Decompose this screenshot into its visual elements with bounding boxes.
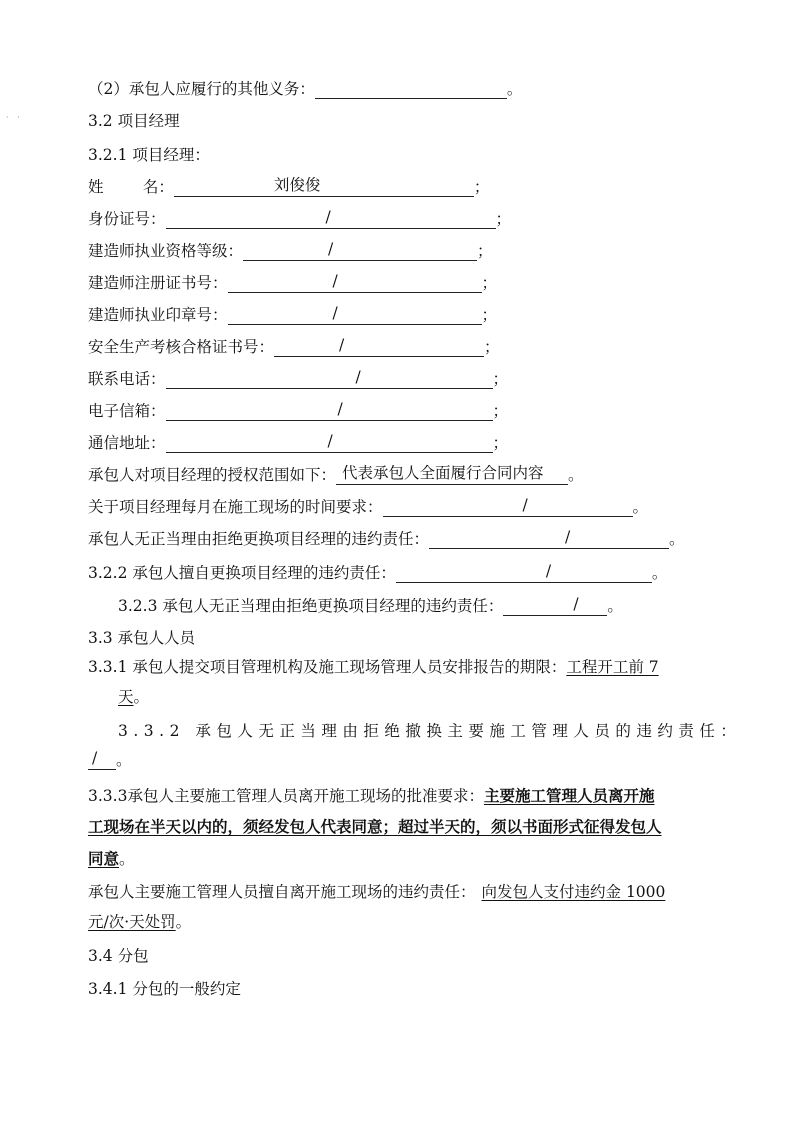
- section-3-2-3-label: 3.2.3 承包人无正当理由拒绝更换项目经理的违约责任：: [118, 597, 504, 615]
- scan-margin-mark: · ·: [6, 113, 23, 122]
- seal-field[interactable]: [228, 306, 482, 325]
- unauthorized-leave-cont: [88, 912, 191, 932]
- phone-field[interactable]: [166, 370, 493, 389]
- name-label: 姓 名：: [88, 178, 174, 196]
- phone-label: 联系电话：: [88, 370, 166, 388]
- phone-row: [88, 369, 508, 389]
- unauthorized-leave-row: [88, 882, 665, 902]
- section-3-2-3-field[interactable]: [503, 597, 607, 616]
- seal-row: [88, 305, 497, 325]
- semicolon: ；: [473, 178, 490, 196]
- email-row: [88, 401, 508, 421]
- name-row: [88, 177, 489, 197]
- section-3-3-3-row: [88, 786, 654, 806]
- authorization-field[interactable]: [336, 466, 568, 485]
- refuse-replace-label: 承包人无正当理由拒绝更换项目经理的违约责任：: [88, 530, 430, 548]
- seal-value: /: [332, 304, 338, 322]
- time-requirement-row: [88, 497, 648, 517]
- name-field[interactable]: [174, 178, 474, 197]
- section-3-2-3-row: [118, 596, 623, 616]
- semicolon: ；: [492, 434, 509, 452]
- id-row: [88, 209, 511, 229]
- address-field[interactable]: [166, 434, 493, 453]
- period-mark: 。: [632, 498, 649, 516]
- section-3-3-3-cont1: [88, 817, 662, 837]
- registration-row: [88, 273, 497, 293]
- address-row: [88, 433, 508, 453]
- authorization-value: 代表承包人全面履行合同内容: [342, 464, 544, 482]
- address-label: 通信地址：: [88, 434, 166, 452]
- seal-label: 建造师执业印章号：: [88, 306, 228, 324]
- time-requirement-value: /: [522, 496, 528, 514]
- semicolon: ；: [492, 370, 509, 388]
- semicolon: ；: [492, 402, 509, 420]
- section-3-4-1-heading: 3.4.1 分包的一般约定: [88, 980, 241, 998]
- section-3-3-1-label: 3.3.1 承包人提交项目管理机构及施工现场管理人员安排报告的期限：: [88, 658, 567, 676]
- semicolon: ；: [484, 338, 500, 356]
- period-mark: 。: [506, 80, 523, 98]
- section-3-3-1-cont: [118, 687, 149, 707]
- leave-approval-value-cont1: 工现场在半天以内的，须经发包人代表同意；超过半天的，须以书面形式征得发包人: [88, 817, 662, 836]
- safety-cert-value: /: [339, 336, 345, 354]
- registration-label: 建造师注册证书号：: [88, 274, 228, 292]
- authorization-label: 承包人对项目经理的授权范围如下：: [88, 466, 337, 484]
- section-3-2-2-field[interactable]: [396, 564, 652, 583]
- period-mark: 。: [651, 564, 668, 582]
- grade-row: [88, 241, 493, 261]
- other-obligations-row: [88, 79, 522, 99]
- semicolon: ；: [495, 210, 512, 228]
- leave-approval-value-cont2: 同意: [88, 849, 120, 868]
- section-3-3-2-value: /: [92, 749, 98, 767]
- section-3-4-heading: 3.4 分包: [88, 947, 149, 965]
- time-requirement-label: 关于项目经理每月在施工现场的时间要求：: [88, 498, 383, 516]
- phone-value: /: [355, 368, 361, 386]
- safety-cert-label: 安全生产考核合格证书号：: [88, 338, 275, 356]
- safety-cert-row: [88, 337, 500, 357]
- grade-label: 建造师执业资格等级：: [88, 242, 244, 260]
- email-label: 电子信箱：: [88, 402, 166, 420]
- section-3-3-2-cont: [88, 750, 132, 770]
- section-3-2-1-heading: 3.2.1 项目经理：: [88, 146, 210, 164]
- authorization-row: [88, 465, 584, 485]
- unauthorized-leave-value: 向发包人支付违约金 1000: [481, 883, 666, 901]
- leave-approval-value: 主要施工管理人员离开施: [483, 786, 655, 805]
- semicolon: ；: [477, 242, 493, 260]
- grade-value: /: [328, 240, 334, 258]
- unauthorized-leave-label: 承包人主要施工管理人员擅自离开施工现场的违约责任：: [88, 883, 476, 901]
- name-value: 刘俊俊: [273, 176, 321, 194]
- address-value: /: [327, 432, 333, 450]
- period-mark: 。: [568, 466, 584, 484]
- report-deadline-value: 工程开工前 7: [566, 658, 659, 676]
- id-field[interactable]: [166, 210, 496, 229]
- email-value: /: [337, 400, 343, 418]
- section-3-3-3-cont2: [88, 849, 135, 869]
- report-deadline-value-cont: 天: [118, 688, 134, 706]
- refuse-replace-row: [88, 529, 685, 549]
- period-mark: 。: [669, 530, 685, 548]
- other-obligations-label: （2）承包人应履行的其他义务：: [88, 80, 315, 98]
- other-obligations-field[interactable]: [315, 80, 507, 99]
- refuse-replace-value: /: [565, 528, 571, 546]
- section-3-3-2-row: 3.3.2 承包人无正当理由拒绝撤换主要施工管理人员的违约责任：: [118, 722, 742, 740]
- section-3-2-2-row: [88, 563, 667, 583]
- period-mark: 。: [175, 913, 192, 931]
- semicolon: ；: [481, 306, 498, 324]
- section-3-3-2-field[interactable]: [88, 751, 116, 770]
- unauthorized-leave-value-cont: 元/次·天处罚: [88, 913, 176, 931]
- period-mark: 。: [119, 850, 135, 868]
- period-mark: 。: [116, 751, 132, 769]
- section-3-2-heading: 3.2 项目经理: [88, 112, 180, 130]
- email-field[interactable]: [166, 402, 493, 421]
- section-3-3-1-row: [88, 657, 659, 677]
- section-3-2-2-value: /: [545, 562, 552, 580]
- period-mark: 。: [133, 688, 150, 706]
- registration-value: /: [332, 272, 338, 290]
- period-mark: 。: [607, 597, 623, 615]
- section-3-2-3-value: /: [573, 595, 579, 613]
- time-requirement-field[interactable]: [383, 498, 633, 517]
- id-value: /: [325, 208, 331, 226]
- grade-field[interactable]: [243, 242, 477, 261]
- safety-cert-field[interactable]: [274, 338, 484, 357]
- section-3-2-2-label: 3.2.2 承包人擅自更换项目经理的违约责任：: [88, 564, 396, 582]
- id-label: 身份证号：: [88, 210, 166, 228]
- section-3-3-3-label: 3.3.3承包人主要施工管理人员离开施工现场的批准要求：: [88, 787, 484, 805]
- semicolon: ；: [481, 274, 498, 292]
- registration-field[interactable]: [228, 274, 482, 293]
- refuse-replace-field[interactable]: [429, 530, 669, 549]
- section-3-3-heading: 3.3 承包人人员: [88, 629, 196, 647]
